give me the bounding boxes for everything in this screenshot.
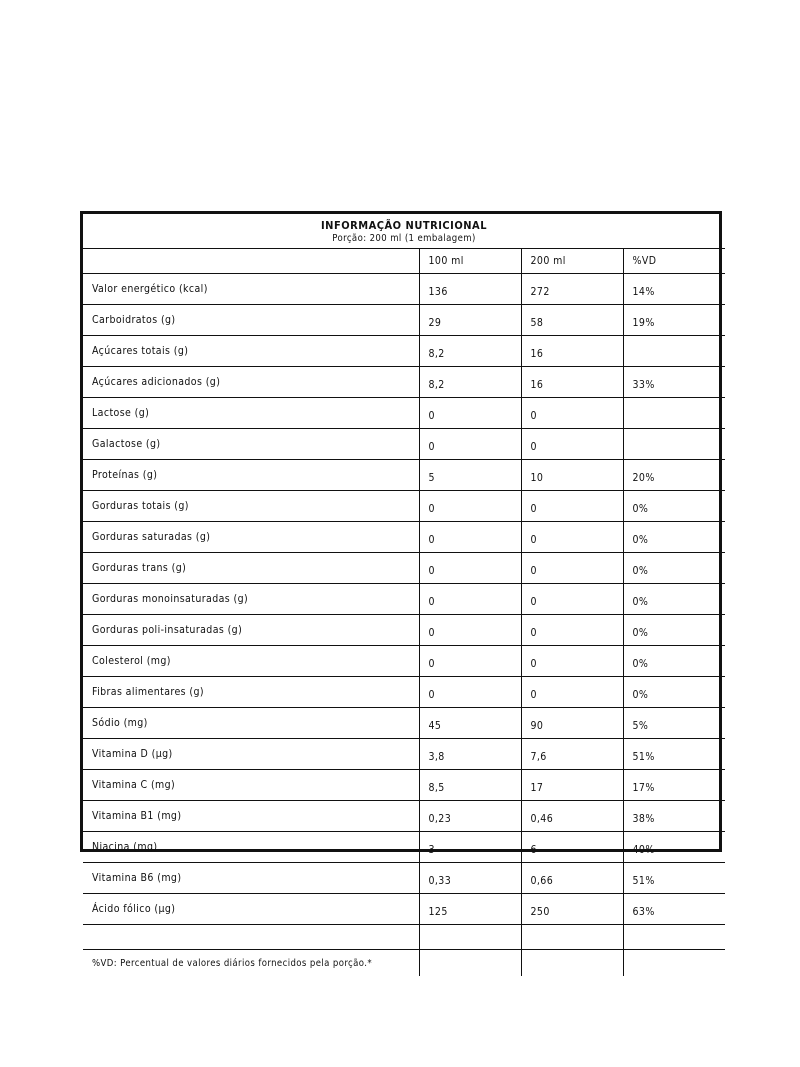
value-per-100ml: 5 — [419, 460, 521, 491]
value-per-100ml: 0 — [419, 615, 521, 646]
nutrient-row — [83, 615, 725, 646]
nutrient-row — [83, 646, 725, 677]
empty-cell — [623, 925, 725, 950]
value-per-100ml: 0 — [419, 584, 521, 615]
nutrient-name: Niacina (mg) — [83, 832, 419, 863]
nutrient-name: Fibras alimentares (g) — [83, 677, 419, 708]
nutrient-row — [83, 863, 725, 894]
value-per-100ml: 0 — [419, 522, 521, 553]
value-per-100ml: 0,33 — [419, 863, 521, 894]
value-per-100ml: 8,5 — [419, 770, 521, 801]
nutrient-name: Sódio (mg) — [83, 708, 419, 739]
daily-value-percent: 0% — [623, 584, 725, 615]
value-per-200ml: 0 — [521, 491, 623, 522]
value-per-200ml: 0,66 — [521, 863, 623, 894]
daily-value-percent: 0% — [623, 646, 725, 677]
nutrition-facts-label — [80, 211, 722, 969]
nutrition-table — [83, 214, 725, 976]
value-per-200ml: 0,46 — [521, 801, 623, 832]
value-per-100ml: 125 — [419, 894, 521, 925]
value-per-100ml: 3,8 — [419, 739, 521, 770]
value-per-100ml: 136 — [419, 274, 521, 305]
header-per-100ml: 100 ml — [419, 249, 521, 274]
nutrient-row — [83, 429, 725, 460]
daily-value-percent — [623, 429, 725, 460]
value-per-200ml: 0 — [521, 553, 623, 584]
daily-value-percent: 0% — [623, 522, 725, 553]
daily-value-percent: 0% — [623, 615, 725, 646]
value-per-200ml: 17 — [521, 770, 623, 801]
daily-value-percent: 63% — [623, 894, 725, 925]
daily-value-percent: 40% — [623, 832, 725, 863]
daily-value-percent: 20% — [623, 460, 725, 491]
daily-value-percent: 5% — [623, 708, 725, 739]
nutrient-name: Açúcares totais (g) — [83, 336, 419, 367]
value-per-200ml: 10 — [521, 460, 623, 491]
value-per-100ml: 29 — [419, 305, 521, 336]
nutrient-row — [83, 398, 725, 429]
value-per-100ml: 8,2 — [419, 336, 521, 367]
nutrient-row — [83, 801, 725, 832]
blank-row — [83, 925, 725, 950]
empty-cell — [83, 925, 419, 950]
nutrient-row — [83, 522, 725, 553]
value-per-200ml: 0 — [521, 646, 623, 677]
nutrient-name: Vitamina C (mg) — [83, 770, 419, 801]
value-per-200ml: 6 — [521, 832, 623, 863]
value-per-100ml: 0,23 — [419, 801, 521, 832]
nutrient-row — [83, 491, 725, 522]
nutrient-row — [83, 274, 725, 305]
empty-cell — [419, 925, 521, 950]
value-per-200ml: 0 — [521, 398, 623, 429]
footnote: %VD: Percentual de valores diários fornecidos pela porção.* — [83, 950, 419, 977]
title-cell — [83, 214, 725, 249]
nutrient-name: Gorduras trans (g) — [83, 553, 419, 584]
header-daily-value: %VD — [623, 249, 725, 274]
empty-cell — [419, 950, 521, 977]
empty-cell — [521, 950, 623, 977]
nutrient-name: Vitamina B6 (mg) — [83, 863, 419, 894]
nutrient-row — [83, 677, 725, 708]
empty-cell — [623, 950, 725, 977]
daily-value-percent: 51% — [623, 863, 725, 894]
nutrient-row — [83, 708, 725, 739]
daily-value-percent: 0% — [623, 491, 725, 522]
value-per-100ml: 0 — [419, 553, 521, 584]
value-per-100ml: 0 — [419, 429, 521, 460]
nutrient-name: Colesterol (mg) — [83, 646, 419, 677]
nutrient-row — [83, 894, 725, 925]
nutrient-name: Vitamina D (µg) — [83, 739, 419, 770]
daily-value-percent: 38% — [623, 801, 725, 832]
label-title: INFORMAÇÃO NUTRICIONAL — [321, 219, 488, 232]
daily-value-percent: 0% — [623, 553, 725, 584]
nutrient-name: Gorduras poli-insaturadas (g) — [83, 615, 419, 646]
value-per-200ml: 58 — [521, 305, 623, 336]
daily-value-percent: 33% — [623, 367, 725, 398]
daily-value-percent: 14% — [623, 274, 725, 305]
nutrient-name: Gorduras totais (g) — [83, 491, 419, 522]
value-per-100ml: 0 — [419, 491, 521, 522]
column-header-row — [83, 249, 725, 274]
daily-value-percent: 19% — [623, 305, 725, 336]
value-per-200ml: 0 — [521, 522, 623, 553]
title-row — [83, 214, 725, 249]
value-per-200ml: 0 — [521, 615, 623, 646]
daily-value-percent: 17% — [623, 770, 725, 801]
value-per-100ml: 8,2 — [419, 367, 521, 398]
value-per-200ml: 272 — [521, 274, 623, 305]
value-per-200ml: 90 — [521, 708, 623, 739]
nutrient-row — [83, 770, 725, 801]
nutrient-row — [83, 739, 725, 770]
nutrient-name: Ácido fólico (µg) — [83, 894, 419, 925]
value-per-200ml: 16 — [521, 336, 623, 367]
value-per-100ml: 45 — [419, 708, 521, 739]
empty-cell — [521, 925, 623, 950]
daily-value-percent: 0% — [623, 677, 725, 708]
nutrient-name: Gorduras monoinsaturadas (g) — [83, 584, 419, 615]
value-per-100ml: 3 — [419, 832, 521, 863]
nutrient-name: Galactose (g) — [83, 429, 419, 460]
nutrient-row — [83, 336, 725, 367]
nutrient-row — [83, 460, 725, 491]
value-per-200ml: 16 — [521, 367, 623, 398]
nutrient-row — [83, 367, 725, 398]
nutrient-name: Gorduras saturadas (g) — [83, 522, 419, 553]
nutrient-name: Valor energético (kcal) — [83, 274, 419, 305]
daily-value-percent — [623, 398, 725, 429]
nutrient-name: Carboidratos (g) — [83, 305, 419, 336]
nutrient-row — [83, 305, 725, 336]
daily-value-percent — [623, 336, 725, 367]
value-per-100ml: 0 — [419, 646, 521, 677]
header-nutrient — [83, 249, 419, 274]
value-per-100ml: 0 — [419, 398, 521, 429]
value-per-200ml: 0 — [521, 584, 623, 615]
value-per-200ml: 0 — [521, 429, 623, 460]
value-per-200ml: 250 — [521, 894, 623, 925]
nutrient-name: Açúcares adicionados (g) — [83, 367, 419, 398]
nutrient-name: Proteínas (g) — [83, 460, 419, 491]
daily-value-percent: 51% — [623, 739, 725, 770]
nutrient-row — [83, 553, 725, 584]
footnote-row — [83, 950, 725, 977]
value-per-200ml: 0 — [521, 677, 623, 708]
value-per-100ml: 0 — [419, 677, 521, 708]
nutrient-name: Vitamina B1 (mg) — [83, 801, 419, 832]
value-per-200ml: 7,6 — [521, 739, 623, 770]
header-per-200ml: 200 ml — [521, 249, 623, 274]
serving-size: Porção: 200 ml (1 embalagem) — [332, 233, 476, 244]
nutrient-row — [83, 584, 725, 615]
nutrient-row — [83, 832, 725, 863]
nutrient-name: Lactose (g) — [83, 398, 419, 429]
